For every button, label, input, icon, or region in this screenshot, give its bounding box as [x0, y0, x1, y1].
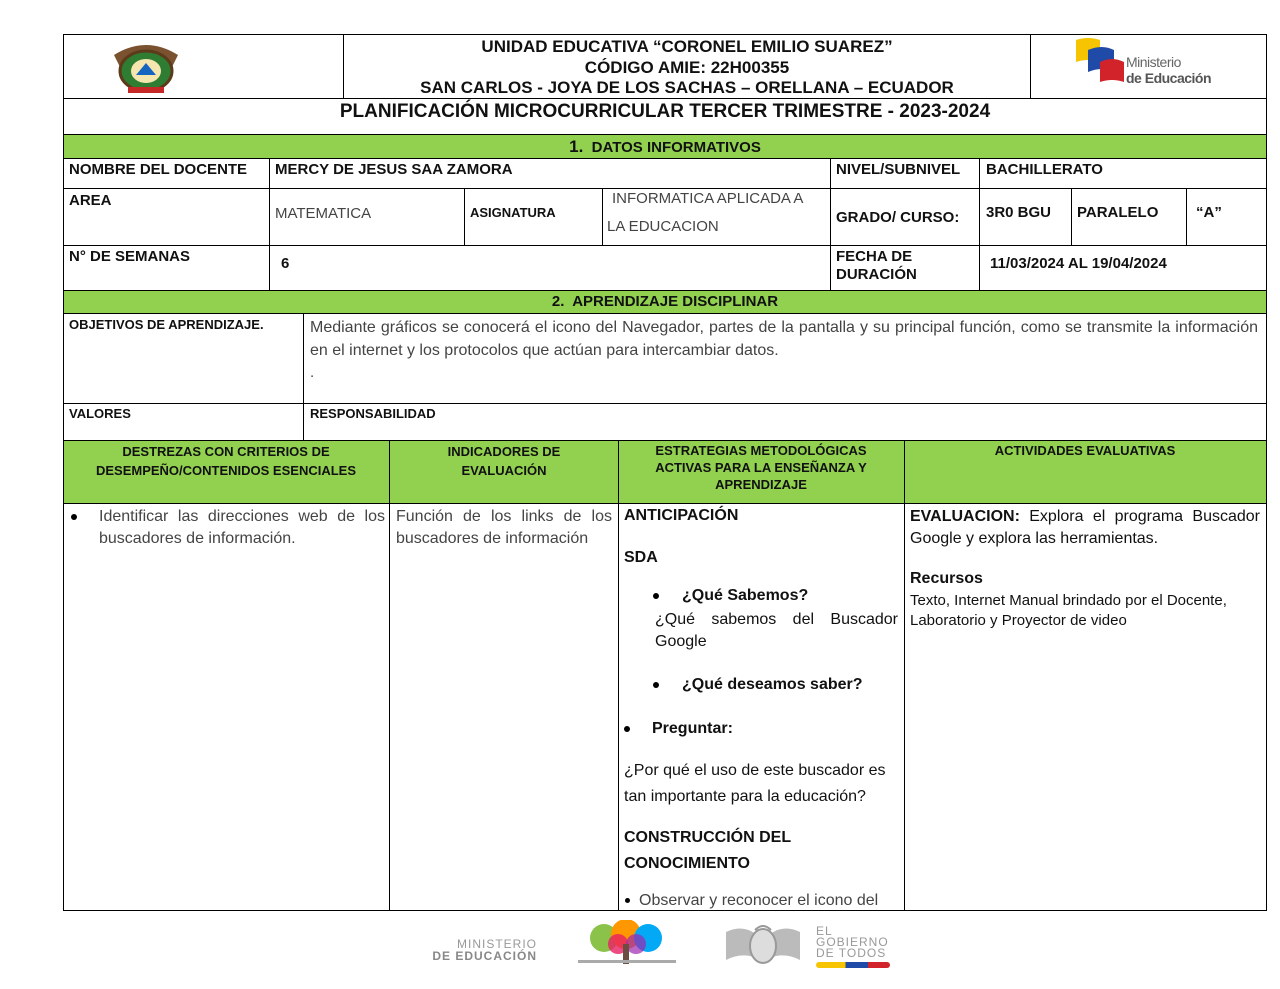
que-deseamos: ¿Qué deseamos saber? — [682, 676, 863, 693]
fecha-label-line2: DURACIÓN — [836, 266, 917, 283]
evaluacion-block — [910, 506, 1260, 550]
area-label: AREA — [69, 192, 112, 209]
destrezas-list — [69, 506, 385, 550]
semanas-label: N° DE SEMANAS — [69, 248, 191, 265]
sda-heading: SDA — [624, 549, 658, 566]
section2-label: APRENDIZAJE DISCIPLINAR — [572, 293, 779, 310]
footer-ministerio-line2: DE EDUCACIÓN — [432, 949, 537, 963]
gobierno-line2: GOBIERNO — [816, 935, 889, 949]
grado-label: GRADO/ CURSO: — [836, 209, 960, 226]
semanas-value: 6 — [281, 255, 290, 272]
section1-heading — [64, 137, 1266, 158]
objetivos-extra: . — [310, 364, 315, 381]
nivel-label: NIVEL/SUBNIVEL — [836, 161, 961, 178]
school-location: SAN CARLOS - JOYA DE LOS SACHAS – ORELLANA – ECUADOR — [420, 78, 954, 97]
ecuador-shield-logo — [722, 922, 804, 968]
section2-number: 2. — [551, 293, 565, 310]
bullet-icon — [625, 898, 630, 903]
que-sabemos-detail: ¿Qué sabemos del Buscador Google — [655, 611, 898, 650]
school-name: UNIDAD EDUCATIVA “CORONEL EMILIO SUAREZ” — [481, 37, 893, 56]
indicador-text: Función de los links de los buscadores de información — [396, 508, 612, 547]
school-crest-logo — [108, 37, 184, 95]
pregunta-text: ¿Por qué el uso de este buscador es tan importante para la educación? — [624, 762, 886, 805]
grado-value: 3R0 BGU — [986, 204, 1052, 221]
ecuador-flag-logo — [1074, 36, 1126, 86]
column-actividades: ACTIVIDADES EVALUATIVAS — [994, 443, 1176, 458]
recursos-text: Texto, Internet Manual brindado por el Docente, Laboratorio y Proyector de video — [910, 592, 1227, 629]
objetivos-text: Mediante gráficos se conocerá el icono del Navegador, partes de la pantalla y su principal función, como se transmite la información en el internet y los protocolos que actúan para intercambiar datos. — [310, 319, 1258, 359]
ministry-label-2: de Educación — [1126, 70, 1212, 86]
bullet-icon — [624, 726, 630, 732]
recursos-label: Recursos — [910, 570, 983, 587]
bullet-icon — [653, 682, 659, 688]
asignatura-label: ASIGNATURA — [470, 205, 556, 220]
area-value: MATEMATICA — [275, 205, 372, 222]
paralelo-label: PARALELO — [1077, 204, 1159, 221]
section1-label: DATOS INFORMATIVOS — [591, 139, 761, 156]
evaluacion-text: Explora el programa Buscador Google y explora las herramientas. — [910, 508, 1260, 547]
gobierno-line3: DE TODOS — [816, 946, 887, 960]
footer-ministerio-logo — [392, 938, 537, 962]
asignatura-value-line2: LA EDUCACION — [607, 218, 719, 235]
bullet-icon — [653, 593, 659, 599]
amie-code: CÓDIGO AMIE: 22H00355 — [584, 58, 790, 77]
section2-heading — [64, 293, 1266, 311]
destreza-item: Identificar las direcciones web de los buscadores de información. — [99, 508, 385, 547]
observar-text: Observar y reconocer el icono del — [639, 892, 879, 909]
tree-logo — [574, 920, 680, 968]
anticipacion-heading: ANTICIPACIÓN — [624, 507, 739, 524]
column-indicadores: INDICADORES DE EVALUACIÓN — [447, 444, 561, 478]
fecha-value: 11/03/2024 AL 19/04/2024 — [990, 255, 1167, 272]
fecha-label — [836, 248, 917, 284]
valores-value: RESPONSABILIDAD — [310, 406, 436, 421]
fecha-label-line1: FECHA DE — [836, 248, 913, 265]
column-estrategias: ESTRATEGIAS METODOLÓGICAS ACTIVAS PARA LA ENSEÑANZA Y APRENDIZAJE — [655, 443, 867, 492]
construccion-heading: CONSTRUCCIÓN DEL CONOCIMIENTO — [624, 829, 791, 872]
docente-value: MERCY DE JESUS SAA ZAMORA — [275, 161, 513, 178]
gobierno-flag-stripe — [816, 962, 890, 968]
evaluacion-label: EVALUACION: — [910, 508, 1020, 525]
nivel-value: BACHILLERATO — [986, 161, 1103, 178]
gobierno-line1: EL — [816, 924, 833, 938]
bullet-icon — [71, 514, 77, 520]
preguntar: Preguntar: — [652, 720, 733, 737]
column-destrezas: DESTREZAS CON CRITERIOS DE DESEMPEÑO/CONTENIDOS ESENCIALES — [95, 444, 357, 478]
page-title: PLANIFICACIÓN MICROCURRICULAR TERCER TRIMESTRE - 2023-2024 — [339, 101, 991, 122]
que-sabemos: ¿Qué Sabemos? — [682, 587, 809, 604]
docente-label: NOMBRE DEL DOCENTE — [69, 161, 248, 178]
section1-number: 1. — [569, 137, 584, 156]
objetivos-label: OBJETIVOS DE APRENDIZAJE. — [69, 317, 264, 332]
gobierno-logo — [816, 926, 896, 968]
ministry-label-1: Ministerio — [1126, 54, 1181, 70]
valores-label: VALORES — [69, 406, 131, 421]
asignatura-value-line1: INFORMATICA APLICADA A — [612, 190, 804, 207]
footer-ministerio-line1: MINISTERIO — [456, 937, 537, 951]
paralelo-value: “A” — [1196, 204, 1222, 221]
